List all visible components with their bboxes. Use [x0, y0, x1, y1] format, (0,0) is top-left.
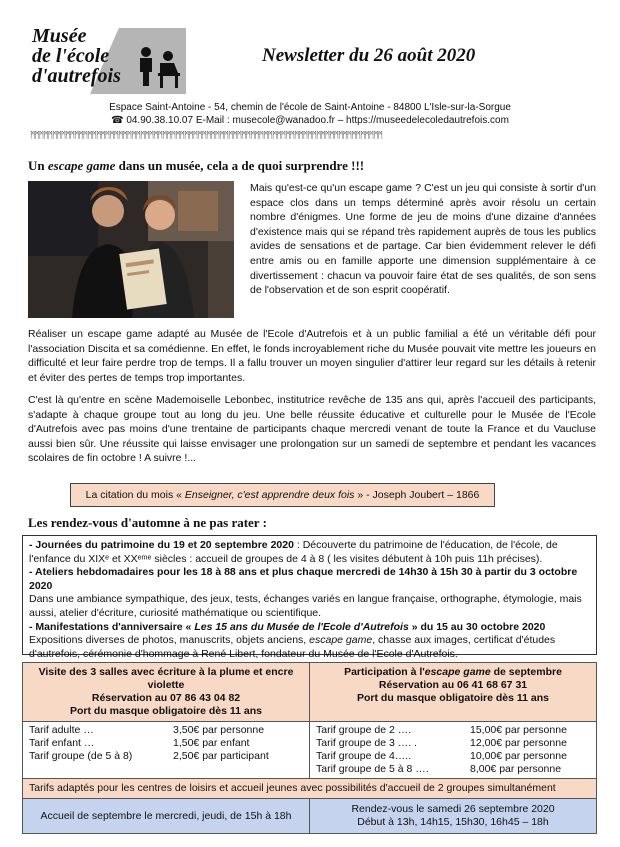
article-paragraph-3: C'est là qu'entre en scène Mademoiselle Lebonbec, institutrice revêche de 135 ans qui, après l'accueil des participants, s'adapte à chaque groupe tout au long du jeu. Une belle réussite éducative et culturelle pour le Musée de l'Ecole d'Autrefois avec pas moins d'une trentaine de participants chaque mercredi venant de toute la France et du Vaucluse aussi bien sûr. Une réussite qui laisse envisager une prolongation sur un samedi de septembre et pendant les vacances scolaires de fin octobre ! A suivre !...	[28, 394, 596, 465]
price-row: Tarif groupe de 2 …. 15,00€ par personne	[316, 724, 567, 736]
escape-game-date: Rendez-vous le samedi 26 septembre 2020 Début à 13h, 14h15, 15h30, 16h45 – 18h	[310, 799, 597, 834]
address-line: Espace Saint-Antoine - 54, chemin de l'école de Saint-Antoine - 84800 L'Isle-sur-la-Sorgue	[109, 102, 511, 113]
logo-text	[32, 26, 121, 86]
newsletter-title: Newsletter du 26 août 2020	[262, 45, 476, 66]
price-row: Tarif groupe de 4….. 10,00€ par personne	[316, 750, 567, 762]
quote-of-the-month: La citation du mois « Enseigner, c'est apprendre deux fois » - Joseph Joubert – 1866	[70, 483, 495, 507]
visit-prices	[23, 722, 310, 779]
ornamental-divider: ᛗᛗᛗᛗᛗᛗᛗᛗᛗᛗᛗᛗᛗᛗᛗᛗᛗᛗᛗᛗᛗᛗᛗᛗᛗᛗᛗᛗᛗᛗᛗᛗᛗᛗᛗᛗᛗᛗᛗᛗᛗᛗᛗᛗᛗᛗᛗᛗᛗᛗᛗᛗᛗᛗᛗᛗᛗᛗᛗᛗᛗᛗᛗᛗᛗᛗᛗᛗᛗᛗᛗᛗᛗᛗᛗᛗᛗᛗᛗᛗ	[30, 131, 383, 139]
event-heritage: - Journées du patrimoine du 19 et 20 septembre 2020 : Découverte du patrimoine de l'éducation, de l'école, de l'enfance du XIXᵉ et XXᵉᵐᵉ siècles : accueil de groupes de 4 à 8 ( les visites débutent à 10h puis 11h précises).	[29, 539, 558, 565]
schoolchildren-icon	[134, 44, 182, 90]
price-row: Tarif groupe de 3 …. . 12,00€ par personne	[316, 737, 567, 749]
price-row: Tarif groupe de 5 à 8 …. 8,00€ par personne	[316, 763, 562, 775]
events-box	[22, 535, 597, 660]
article-heading: Un escape game dans un musée, cela a de quoi surprendre !!!	[28, 158, 365, 173]
photo-illustration	[28, 181, 234, 318]
event-workshops: - Ateliers hebdomadaires pour les 18 à 88 ans et plus chaque mercredi de 14h30 à 15h 30 à partir du 3 octobre 2020 Dans une ambiance sympathique, des jeux, tests, échanges variés en langue française, orthographe, étymologie, mais aussi, atelier d'écriture, curiosité mathématique ou scientifique.	[29, 566, 582, 619]
events-heading: Les rendez-vous d'automne à ne pas rater :	[28, 515, 267, 530]
price-row: Tarif groupe (de 5 à 8) 2,50€ par participant	[29, 750, 269, 762]
escape-game-prices	[310, 722, 597, 779]
museum-logo	[28, 24, 178, 96]
visit-header: Visite des 3 salles avec écriture à la plume et encre violette Réservation au 07 86 43 04 82 Port du masque obligatoire dès 11 ans	[23, 663, 310, 722]
price-row: Tarif adulte … 3,50€ par personne	[29, 724, 265, 736]
quote-text: Enseigner, c'est apprendre deux fois	[184, 489, 355, 501]
article-paragraph-1: Mais qu'est-ce qu'un escape game ? C'est un jeu qui consiste à sortir d'un espace clos dans un temps déterminé après avoir résolu un certain nombre d'énigmes. Une forme de jeu de moins d'une dizaine d'années d'existence mais qui se répand très rapidement auprès de tous les publics avides de sensations et de partage. Car bien évidemment relever le défi entre amis ou en famille apporte une dimension supplémentaire à ce divertissement : chacun va pouvoir faire état de ses qualités, de son sens de l'observation et de son esprit coopératif.	[250, 182, 596, 297]
logo-line-2: de l'école	[32, 45, 110, 67]
logo-line-1: Musée	[32, 25, 87, 47]
contact-line[interactable]: ☎ 04.90.38.10.07 E-Mail : musecole@wanadoo.fr – https://museedelecoledautrefois.com	[111, 115, 509, 126]
address-block	[0, 101, 620, 127]
logo-line-3: d'autrefois	[32, 65, 121, 87]
escape-game-photo	[28, 181, 234, 318]
september-opening: Accueil de septembre le mercredi, jeudi, de 15h à 18h	[23, 799, 310, 834]
event-anniversary: - Manifestations d'anniversaire « Les 15 ans du Musée de l'Ecole d'Autrefois » du 15 au 30 octobre 2020 Expositions diverses de photos, manuscrits, objets anciens, escape game, chasse aux images, certificat d'études d'autrefois, cérémonie d'hommage à René Libert, fondateur du Musée de l'Ecole d'Autrefois.	[29, 620, 556, 660]
article-paragraph-2: Réaliser un escape game adapté au Musée de l'Ecole d'Autrefois et à un public familial a été un véritable défi pour l'association Discita et sa comédienne. En effet, le fonds incroyablement riche du Musée pouvait vite mettre les joueurs en difficulté et leur faire perdre trop de temps. Il a fallu trouver un moyen singulier d'attirer leur regard sur les détails à retenir et éviter des pertes de temps trop importantes.	[28, 328, 596, 384]
group-note: Tarifs adaptés pour les centres de loisirs et accueil jeunes avec possibilités d'accueil de 2 groupes simultanément	[23, 779, 597, 799]
pricing-table	[22, 662, 597, 834]
price-row: Tarif enfant … 1,50€ par enfant	[29, 737, 250, 749]
escape-game-header: Participation à l'escape game de septembre Réservation au 06 41 68 67 31 Port du masque obligatoire dès 11 ans	[310, 663, 597, 722]
